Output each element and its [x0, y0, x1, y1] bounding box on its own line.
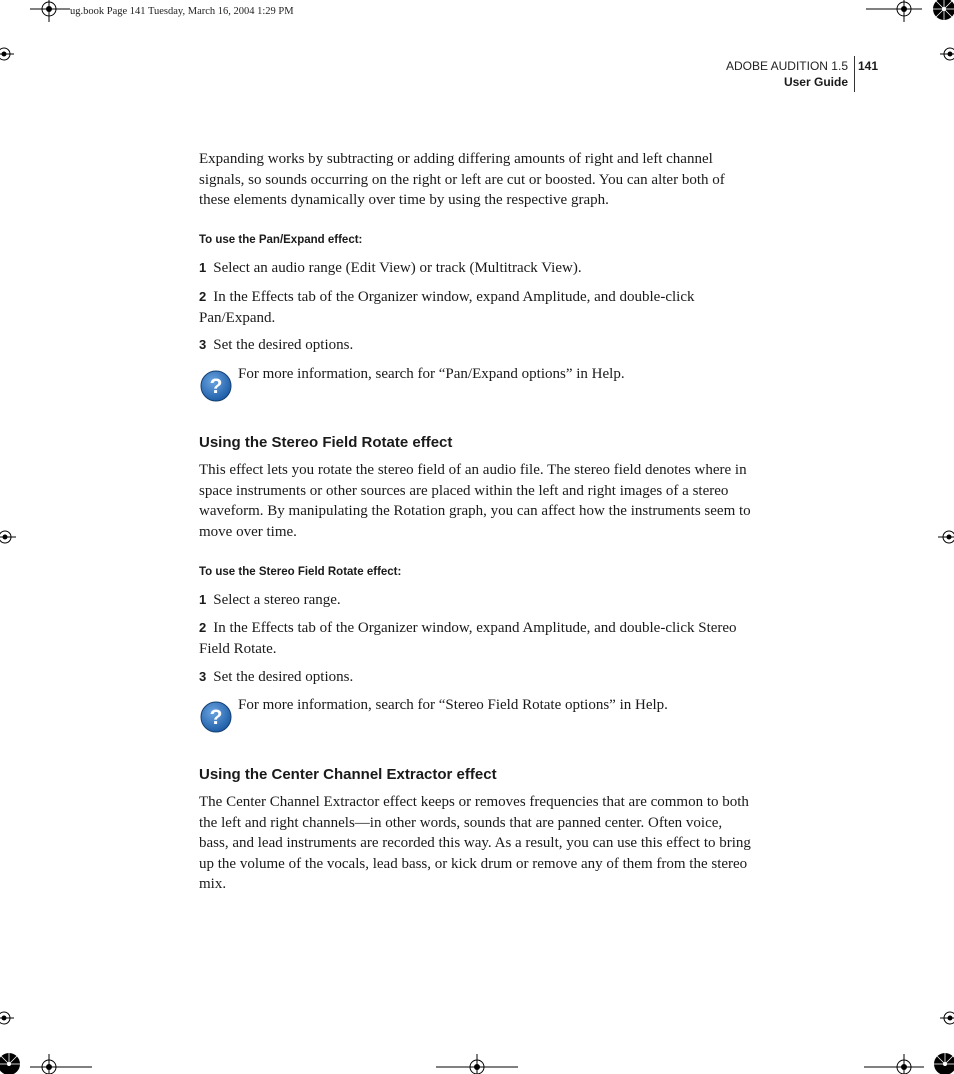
registration-mark-icon — [940, 40, 954, 68]
step-number: 2 — [199, 620, 207, 635]
registration-mark-icon — [864, 1054, 924, 1074]
page-number: 141 — [858, 59, 879, 73]
registration-mark-icon — [0, 1004, 14, 1032]
stereo-rotate-section — [199, 460, 754, 542]
registration-mark-icon — [30, 1054, 92, 1074]
step-text: Select a stereo range. — [213, 592, 341, 608]
list-item — [199, 590, 754, 611]
registration-mark-icon — [938, 522, 954, 552]
center-channel-section — [199, 792, 754, 895]
header-divider — [854, 56, 855, 92]
starburst-mark-icon — [932, 1050, 954, 1074]
list-item — [199, 258, 754, 279]
help-note: For more information, search for “Pan/Expand options” in Help. — [238, 366, 625, 382]
step-text: In the Effects tab of the Organizer window, expand Amplitude, and double-click Pan/Expand. — [199, 289, 695, 326]
list-item — [199, 667, 754, 688]
section-heading: Using the Stereo Field Rotate effect — [199, 434, 453, 451]
step-number: 3 — [199, 669, 207, 684]
list-item — [199, 287, 754, 328]
body-paragraph: Expanding works by subtracting or adding differing amounts of right and left channel signals, so sounds occurring on the right or left are cut or boosted. You can alter both of these elements dynamically over time by using the respective graph. — [199, 151, 725, 209]
intro-section — [199, 149, 754, 211]
list-item — [199, 335, 754, 356]
svg-text:?: ? — [209, 706, 223, 729]
registration-mark-icon — [0, 522, 16, 552]
step-text: In the Effects tab of the Organizer window, expand Amplitude, and double-click Stereo Field Rotate. — [199, 620, 737, 657]
body-paragraph: The Center Channel Extractor effect keeps or removes frequencies that are common to both the left and right channels—in other words, sounds that are panned center. Often voice, bass, and lead instruments are recorded this way. As a result, you can use this effect to bring up the volume of the vocals, lead bass, or kick drum or remove any of them from the stereo mix. — [199, 794, 751, 893]
section-heading: Using the Center Channel Extractor effect — [199, 766, 497, 783]
registration-mark-icon — [0, 40, 14, 68]
step-text: Set the desired options. — [213, 337, 354, 353]
procedure-heading: To use the Stereo Field Rotate effect: — [199, 566, 402, 578]
help-question-icon — [200, 370, 232, 402]
body-paragraph: This effect lets you rotate the stereo field of an audio file. The stereo field denotes where in space instruments or other sources are placed within the left and right images of a stereo waveform. By manipulating the Rotation graph, you can affect how the instruments seem to move over time. — [199, 462, 751, 540]
header-subtitle: User Guide — [783, 75, 848, 89]
step-number: 1 — [199, 260, 207, 275]
step-number: 2 — [199, 289, 207, 304]
step-text: Select an audio range (Edit View) or track (Multitrack View). — [213, 260, 582, 276]
procedure-heading: To use the Pan/Expand effect: — [199, 234, 363, 246]
step-number: 3 — [199, 337, 207, 352]
step-text: Set the desired options. — [213, 669, 354, 685]
running-header — [726, 58, 848, 90]
header-title: ADOBE AUDITION 1.5 — [725, 59, 848, 73]
svg-text:?: ? — [209, 375, 223, 398]
starburst-mark-icon — [0, 1050, 22, 1074]
starburst-mark-icon — [932, 0, 954, 22]
registration-mark-icon — [30, 0, 70, 22]
print-slug: ug.book Page 141 Tuesday, March 16, 2004 1:29 PM — [70, 6, 294, 17]
step-number: 1 — [199, 592, 207, 607]
registration-mark-icon — [866, 0, 922, 22]
registration-mark-icon — [940, 1004, 954, 1032]
registration-mark-icon — [436, 1054, 518, 1074]
help-note: For more information, search for “Stereo Field Rotate options” in Help. — [238, 697, 668, 713]
list-item — [199, 618, 754, 659]
help-question-icon — [200, 701, 232, 733]
